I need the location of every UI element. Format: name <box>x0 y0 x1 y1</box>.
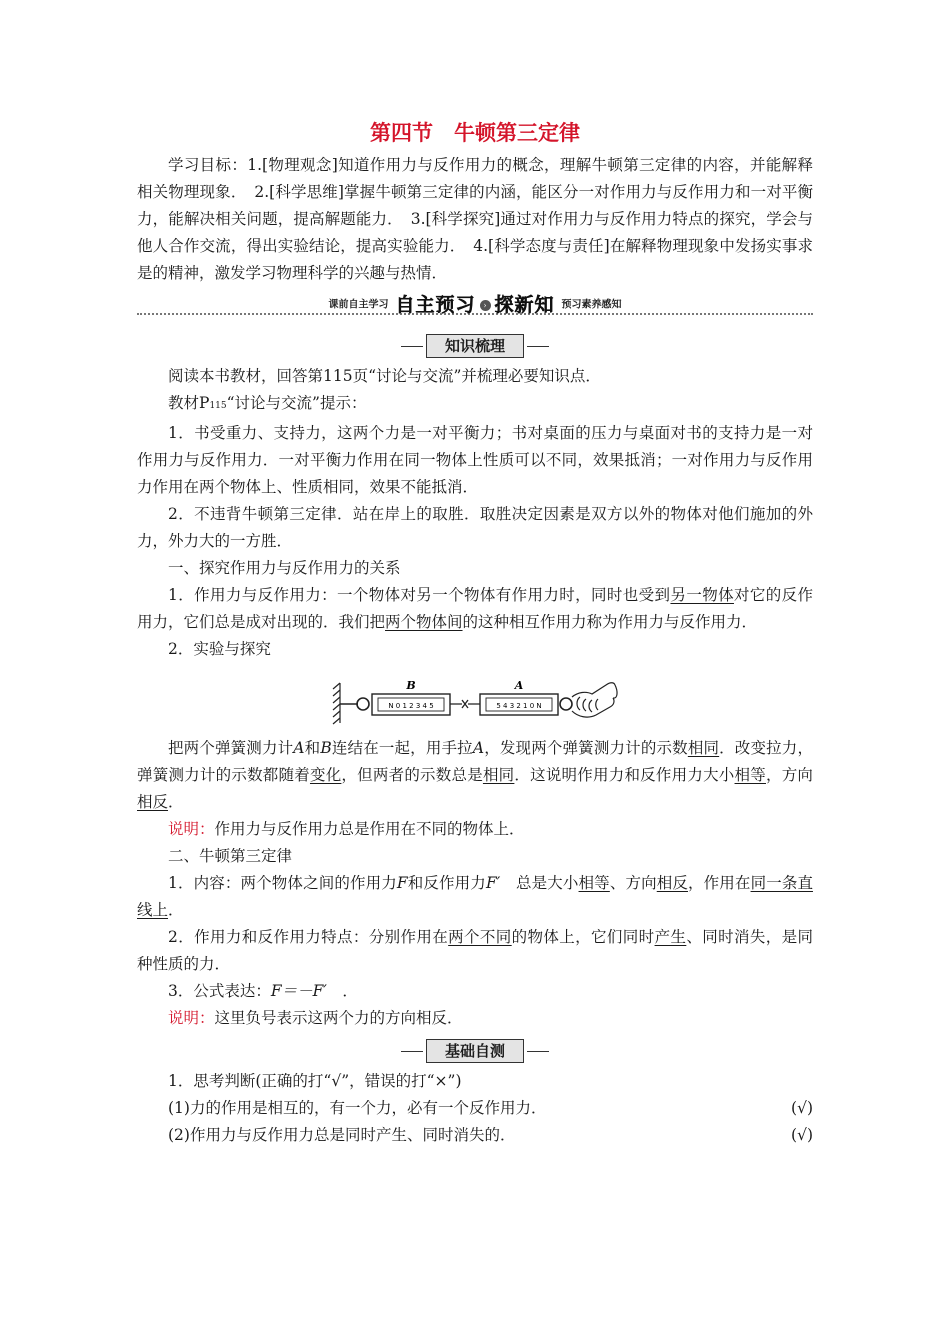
judgment-mark: (√) <box>791 1126 813 1144</box>
section-banner <box>137 291 813 327</box>
blank-answer: 相等 <box>734 766 766 784</box>
blank-answer: 相反 <box>656 874 689 892</box>
scale-a-ticks: 5 4 3 2 1 0 N <box>496 702 542 710</box>
experiment-heading: 2．实验与探究 <box>168 640 271 658</box>
experiment-paragraph: 把两个弹簧测力计A和B连结在一起，用手拉A，发现两个弹簧测力计的示数相同．改变拉力，弹簧测力计的示数都随着变化，但两者的示数总是相同．这说明作用力和反作用力大小相等，方向相反． <box>137 739 813 811</box>
note-2: 说明：这里负号表示这两个力的方向相反． <box>168 1009 463 1027</box>
blank-answer: 变化 <box>309 766 342 784</box>
law-formula: 3．公式表达：F＝－F′ ． <box>168 982 358 1000</box>
formula: F＝－F′ <box>270 982 327 1000</box>
judgment-item: (1)力的作用是相互的，有一个力，必有一个反作用力． (√) <box>137 1095 813 1122</box>
banner-right-text: 预习素养感知 <box>561 299 622 311</box>
section-heading-2: 二、牛顿第三定律 <box>168 847 293 865</box>
label-a: A <box>514 679 524 692</box>
wall-icon <box>333 683 340 724</box>
knowledge-tag <box>137 333 813 359</box>
blank-answer: 两个物体间 <box>385 613 463 631</box>
page-subscript: 115 <box>209 401 227 411</box>
judgment-mark: (√) <box>791 1099 813 1117</box>
hint-heading: 教材P115“讨论与交流”提示： <box>168 394 367 412</box>
self-test-tag <box>137 1038 813 1064</box>
section-heading-1: 一、探究作用力与反作用力的关系 <box>168 559 401 577</box>
blank-answer: 相反 <box>137 793 169 811</box>
note-label: 说明： <box>168 820 215 838</box>
note-label: 说明： <box>168 1009 215 1027</box>
content-column <box>137 118 813 1149</box>
blank-answer: 相同 <box>482 766 515 784</box>
blank-answer: 两个不同 <box>448 928 512 946</box>
banner-left-text: 课前自主学习 <box>328 299 389 311</box>
judgment-item: (2)作用力与反作用力总是同时产生、同时消失的． (√) <box>137 1122 813 1149</box>
page-title: 第四节 牛顿第三定律 <box>370 121 580 145</box>
note-1: 说明：作用力与反作用力总是作用在不同的物体上． <box>168 820 525 838</box>
hint-item-2: 2．不违背牛顿第三定律．站在岸上的取胜．取胜决定因素是双方以外的物体对他们施加的外力，外力大的一方胜． <box>137 505 813 550</box>
learning-objectives: 学习目标：1.[物理观念]知道作用力与反作用力的概念，理解牛顿第三定律的内容，并能解释相关物理现象． 2.[科学思维]掌握牛顿第三定律的内涵，能区分一对作用力与反作用力和一对平衡力，能解决相关问题，提高解题能力． 3.[科学探究]通过对作用力与反作用力特点的探究，学会与他人合作交流，得出实验结论，提高实验能力． 4.[科学态度与责任]在解释物理现象中发扬实事求是的精神，激发学习物理科学的兴趣与热情． <box>137 156 813 282</box>
banner-main-text: 自主预习 <box>395 293 476 316</box>
law-content: 1．内容：两个物体之间的作用力F和反作用力F′ 总是大小相等、方向相反，作用在同一条直线上． <box>137 874 813 919</box>
knowledge-tag-label: 知识梳理 <box>426 334 524 358</box>
blank-answer: 相等 <box>578 874 610 892</box>
question-1: 1．思考判断(正确的打“√”，错误的打“×”) <box>168 1072 462 1090</box>
blank-answer: 产生 <box>654 928 687 946</box>
hand-icon <box>572 683 617 717</box>
law-features: 2．作用力和反作用力特点：分别作用在两个不同的物体上，它们同时产生、同时消失，是同种性质的力． <box>137 928 813 973</box>
self-test-tag-label: 基础自测 <box>426 1039 524 1063</box>
spring-scale-diagram <box>330 667 620 729</box>
label-b: B <box>406 679 416 692</box>
banner-arrow-icon: › <box>480 300 491 311</box>
scale-b-ticks: N 0 1 2 3 4 5 <box>388 702 434 710</box>
definition-paragraph: 1．作用力与反作用力：一个物体对另一个物体有作用力时，同时也受到另一物体对它的反作用力，它们总是成对出现的．我们把两个物体间的这种相互作用力称为作用力与反作用力． <box>137 586 813 631</box>
blank-answer: 同一条直线上 <box>137 874 813 919</box>
spring-scale-figure <box>137 667 813 731</box>
reading-instruction: 阅读本书教材，回答第115页“讨论与交流”并梳理必要知识点． <box>168 367 601 385</box>
blank-answer: 相同 <box>687 739 720 757</box>
blank-answer: 另一物体 <box>670 586 734 604</box>
hint-item-1: 1．书受重力、支持力，这两个力是一对平衡力；书对桌面的压力与桌面对书的支持力是一对作用力与反作用力．一对平衡力作用在同一物体上性质可以不同，效果抵消；一对作用力与反作用力作用在两个物体上、性质相同，效果不能抵消． <box>137 424 813 496</box>
banner-main-text-2: 探新知 <box>494 293 555 316</box>
